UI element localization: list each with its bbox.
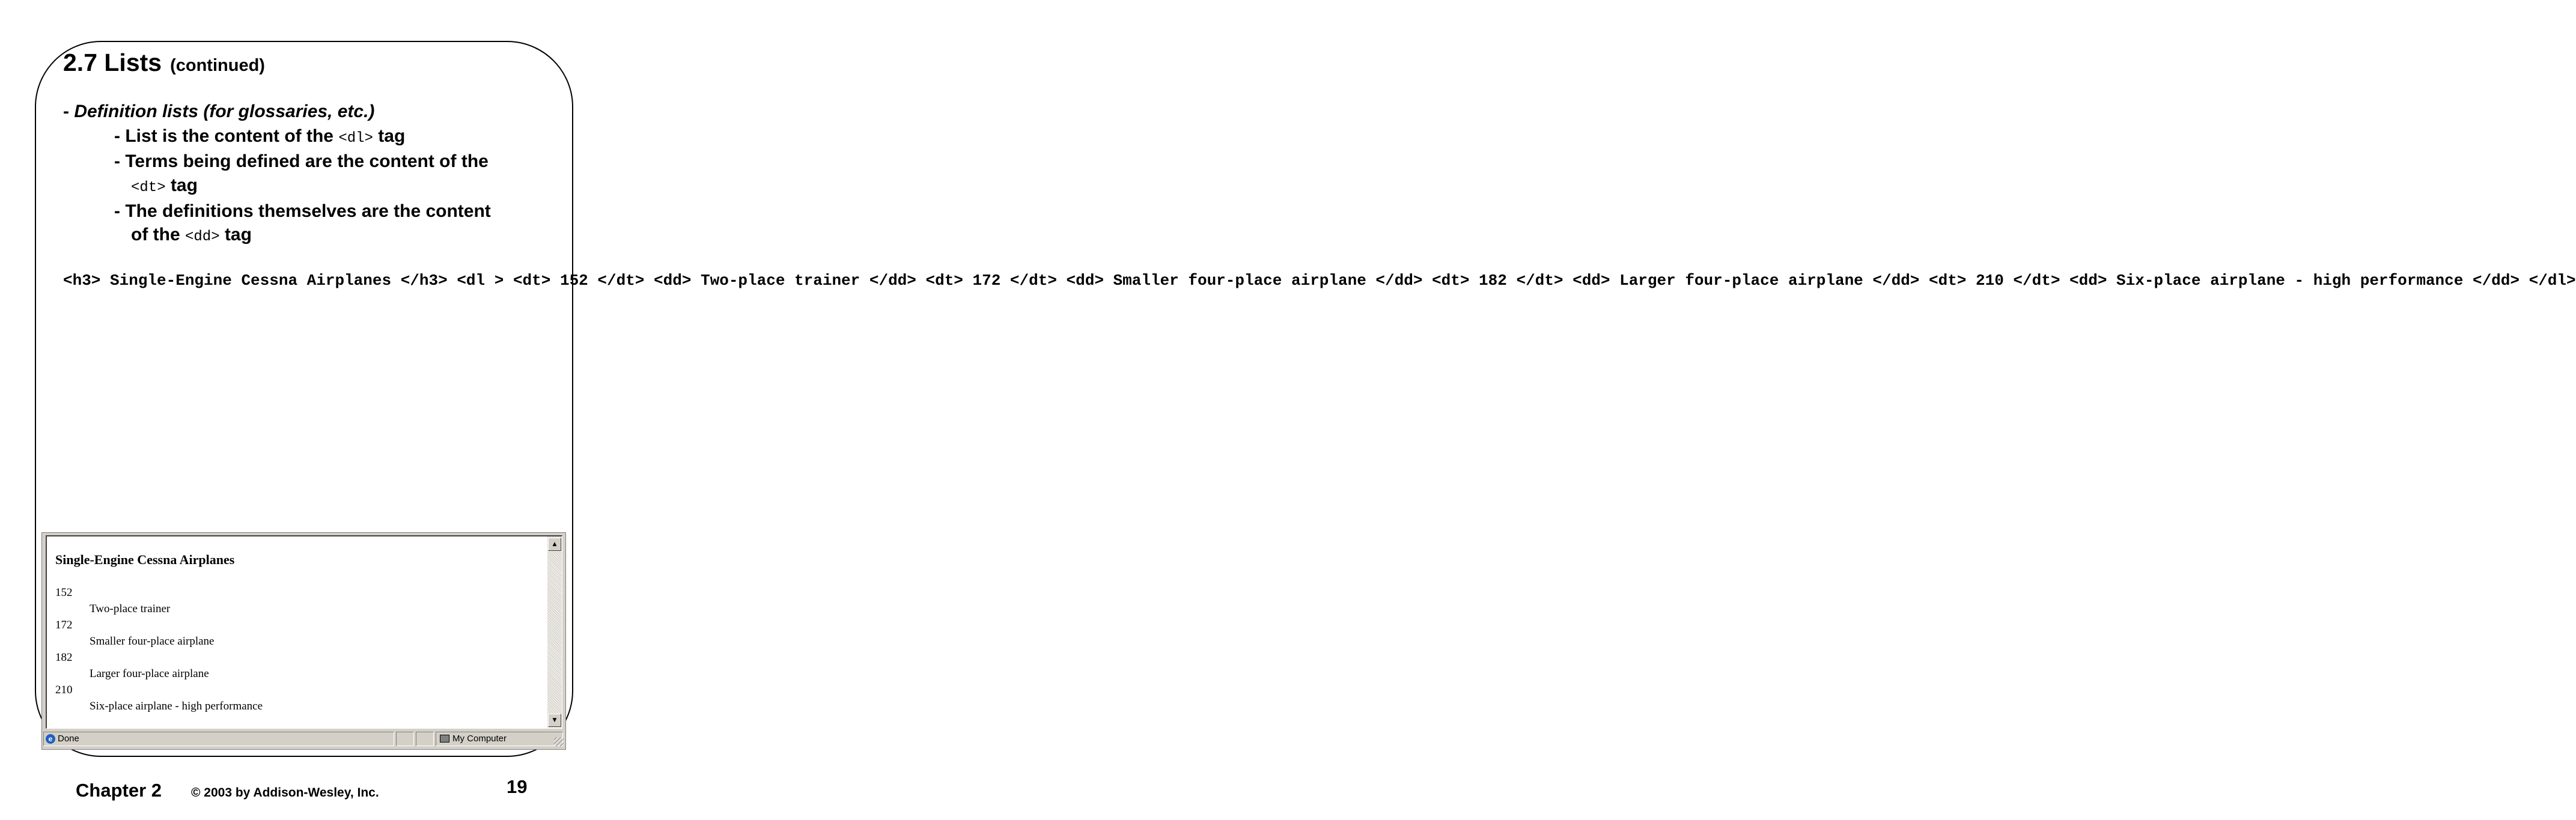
code-line: </dd> — [2472, 272, 2520, 290]
bullet-dd-cont-text: of the — [131, 225, 185, 244]
dl-tag: <dl> — [338, 130, 373, 147]
rendered-term: 210 — [55, 684, 73, 696]
zone-text: My Computer — [452, 733, 507, 744]
rendered-definition: Six-place airplane - high performance — [90, 700, 263, 712]
code-line: <dt> 182 </dt> — [1432, 272, 1564, 290]
page-number: 19 — [507, 776, 528, 797]
footer-copyright: © 2003 by Addison-Wesley, Inc. — [191, 786, 379, 800]
code-line: <dd> Six-place airplane - high performance — [2069, 272, 2464, 290]
dd-tag: <dd> — [185, 229, 220, 245]
status-bar — [43, 731, 564, 748]
bullet-dt-end: tag — [165, 175, 198, 195]
code-line: <dt> 172 </dt> — [925, 272, 1057, 290]
scroll-down-icon[interactable]: ▼ — [548, 714, 561, 727]
bullet-main-text: Definition lists (for glossaries, etc.) — [74, 102, 375, 121]
bullet-main — [63, 101, 374, 123]
code-line: <dt> 210 </dt> — [1929, 272, 2060, 290]
browser-window — [41, 532, 566, 750]
code-line: <dt> 152 </dt> — [513, 272, 645, 290]
bullet-dl-text: - List is the content of the — [114, 126, 339, 146]
bullet-dd — [114, 201, 491, 222]
rendered-definition: Smaller four-place airplane — [90, 635, 215, 648]
bullet-dl — [114, 126, 405, 150]
code-line: <h3> Single-Engine Cessna Airplanes </h3> — [63, 272, 448, 290]
code-block — [63, 270, 2576, 291]
code-line: </dl> — [2529, 272, 2576, 290]
bullet-dd-end: tag — [219, 225, 252, 244]
title-text: 2.7 Lists — [63, 49, 162, 76]
bullet-dd-cont — [131, 224, 252, 248]
status-text: Done — [58, 733, 79, 744]
code-line: <dd> Two-place trainer </dd> — [654, 272, 916, 290]
code-line: <dd> Larger four-place airplane </dd> — [1573, 272, 1920, 290]
browser-viewport[interactable] — [46, 535, 562, 729]
bullet-dt — [114, 151, 489, 172]
bullet-dl-end: tag — [373, 126, 406, 146]
status-panel — [43, 732, 394, 746]
code-line: <dd> Smaller four-place airplane </dd> — [1066, 272, 1423, 290]
slide-title — [63, 47, 265, 81]
rendered-term: 182 — [55, 651, 73, 664]
status-panel-empty — [396, 732, 414, 746]
vertical-scrollbar[interactable] — [547, 536, 562, 728]
rendered-definition: Two-place trainer — [90, 603, 171, 615]
resize-grip-icon[interactable] — [554, 737, 564, 747]
bullet-dt-text: - Terms being defined are the content of the — [114, 151, 489, 171]
code-line: <dl > — [457, 272, 504, 290]
computer-icon — [440, 735, 449, 743]
footer-chapter: Chapter 2 — [76, 780, 162, 801]
ie-page-icon: e — [46, 734, 55, 744]
bullet-dash: - — [63, 102, 75, 121]
status-panel-empty — [416, 732, 434, 746]
bullet-dd-text: - The definitions themselves are the content — [114, 201, 491, 221]
bullet-dt-cont — [131, 175, 198, 199]
rendered-term: 152 — [55, 586, 73, 599]
rendered-term: 172 — [55, 619, 73, 631]
rendered-definition: Larger four-place airplane — [90, 667, 209, 680]
rendered-heading: Single-Engine Cessna Airplanes — [55, 552, 235, 567]
zone-panel — [436, 732, 563, 746]
dt-tag: <dt> — [131, 180, 166, 196]
title-subtitle: (continued) — [170, 56, 265, 75]
scroll-up-icon[interactable]: ▲ — [548, 538, 561, 551]
